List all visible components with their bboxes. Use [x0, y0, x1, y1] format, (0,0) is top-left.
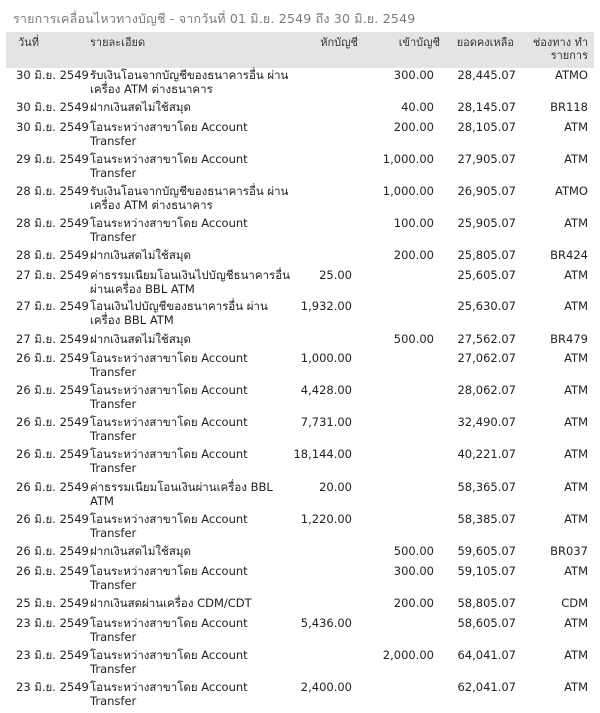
- row-channel: CDM: [561, 596, 588, 610]
- row-balance: 28,062.07: [457, 383, 516, 397]
- row-channel: ATM: [564, 383, 588, 397]
- row-channel: ATMO: [555, 184, 588, 198]
- row-description: โอนระหว่างสาขาโดย Account Transfer: [90, 120, 248, 148]
- row-channel: ATM: [564, 415, 588, 429]
- header-debit: หักบัญชี: [320, 36, 358, 49]
- row-description: โอนเงินไปบัญชีของธนาคารอื่น ผ่าน เครื่อง BBL ATM: [90, 299, 268, 327]
- row-description: ฝากเงินสดไม่ใช้สมุด: [90, 100, 191, 114]
- row-date: 28 มิ.ย. 2549: [16, 216, 89, 230]
- header-description: รายละเอียด: [90, 36, 146, 49]
- row-debit: 5,436.00: [300, 616, 352, 630]
- row-debit: 18,144.00: [293, 447, 352, 461]
- row-credit: 100.00: [393, 216, 434, 230]
- row-credit: 200.00: [393, 248, 434, 262]
- row-date: 26 มิ.ย. 2549: [16, 512, 89, 526]
- row-balance: 25,905.07: [457, 216, 516, 230]
- row-balance: 59,605.07: [457, 544, 516, 558]
- row-balance: 58,805.07: [457, 596, 516, 610]
- row-description: โอนระหว่างสาขาโดย Account Transfer: [90, 415, 248, 443]
- row-description: โอนระหว่างสาขาโดย Account Transfer: [90, 216, 248, 244]
- row-credit: 500.00: [393, 544, 434, 558]
- row-credit: 200.00: [393, 596, 434, 610]
- row-description: โอนระหว่างสาขาโดย Account Transfer: [90, 680, 248, 708]
- row-balance: 64,041.07: [457, 648, 516, 662]
- row-description: ฝากเงินสดไม่ใช้สมุด: [90, 332, 191, 346]
- row-debit: 1,000.00: [300, 351, 352, 365]
- header-date: วันที่: [18, 36, 39, 49]
- row-debit: 1,932.00: [300, 299, 352, 313]
- row-date: 26 มิ.ย. 2549: [16, 415, 89, 429]
- row-balance: 40,221.07: [457, 447, 516, 461]
- row-date: 30 มิ.ย. 2549: [16, 68, 89, 82]
- row-description: รับเงินโอนจากบัญชีของธนาคารอื่น ผ่าน เครื่อง ATM ต่างธนาคาร: [90, 68, 289, 96]
- row-date: 27 มิ.ย. 2549: [16, 299, 89, 313]
- row-debit: 4,428.00: [300, 383, 352, 397]
- row-date: 23 มิ.ย. 2549: [16, 616, 89, 630]
- row-date: 25 มิ.ย. 2549: [16, 596, 89, 610]
- row-channel: ATM: [564, 351, 588, 365]
- row-description: โอนระหว่างสาขาโดย Account Transfer: [90, 648, 248, 676]
- row-date: 26 มิ.ย. 2549: [16, 351, 89, 365]
- row-channel: ATM: [564, 268, 588, 282]
- row-balance: 25,605.07: [457, 268, 516, 282]
- row-channel: ATM: [564, 299, 588, 313]
- row-description: ค่าธรรมเนียมโอนเงินไปบัญชีธนาคารอื่น ผ่านเครื่อง BBL ATM: [90, 268, 290, 296]
- row-date: 26 มิ.ย. 2549: [16, 544, 89, 558]
- row-description: รับเงินโอนจากบัญชีของธนาคารอื่น ผ่าน เครื่อง ATM ต่างธนาคาร: [90, 184, 289, 212]
- row-balance: 26,905.07: [457, 184, 516, 198]
- row-date: 27 มิ.ย. 2549: [16, 332, 89, 346]
- header-credit: เข้าบัญชี: [398, 36, 440, 49]
- row-description: โอนระหว่างสาขาโดย Account Transfer: [90, 152, 248, 180]
- row-credit: 40.00: [401, 100, 434, 114]
- row-channel: BR037: [550, 544, 588, 558]
- row-balance: 32,490.07: [457, 415, 516, 429]
- row-balance: 28,105.07: [457, 120, 516, 134]
- row-credit: 1,000.00: [382, 184, 434, 198]
- row-date: 26 มิ.ย. 2549: [16, 447, 89, 461]
- row-credit: 200.00: [393, 120, 434, 134]
- row-description: โอนระหว่างสาขาโดย Account Transfer: [90, 564, 248, 592]
- row-date: 26 มิ.ย. 2549: [16, 564, 89, 578]
- row-channel: BR118: [550, 100, 588, 114]
- row-balance: 58,385.07: [457, 512, 516, 526]
- row-balance: 62,041.07: [457, 680, 516, 694]
- header-balance: ยอดคงเหลือ: [456, 36, 514, 49]
- row-channel: BR479: [550, 332, 588, 346]
- row-date: 28 มิ.ย. 2549: [16, 248, 89, 262]
- row-date: 23 มิ.ย. 2549: [16, 680, 89, 694]
- row-credit: 2,000.00: [382, 648, 434, 662]
- row-credit: 1,000.00: [382, 152, 434, 166]
- row-balance: 58,365.07: [457, 480, 516, 494]
- row-channel: ATMO: [555, 68, 588, 82]
- row-description: โอนระหว่างสาขาโดย Account Transfer: [90, 447, 248, 475]
- row-description: ฝากเงินสดไม่ใช้สมุด: [90, 248, 191, 262]
- row-description: ฝากเงินสดไม่ใช้สมุด: [90, 544, 191, 558]
- row-description: โอนระหว่างสาขาโดย Account Transfer: [90, 512, 248, 540]
- row-date: 26 มิ.ย. 2549: [16, 383, 89, 397]
- row-balance: 59,105.07: [457, 564, 516, 578]
- row-balance: 27,905.07: [457, 152, 516, 166]
- row-credit: 500.00: [393, 332, 434, 346]
- row-debit: 2,400.00: [300, 680, 352, 694]
- row-channel: ATM: [564, 447, 588, 461]
- row-description: โอนระหว่างสาขาโดย Account Transfer: [90, 616, 248, 644]
- row-date: 26 มิ.ย. 2549: [16, 480, 89, 494]
- row-balance: 25,805.07: [457, 248, 516, 262]
- row-channel: ATM: [564, 680, 588, 694]
- row-debit: 7,731.00: [300, 415, 352, 429]
- row-date: 23 มิ.ย. 2549: [16, 648, 89, 662]
- statement-title: รายการเคลื่อนไหวทางบัญชี - จากวันที่ 01 มิ.ย. 2549 ถึง 30 มิ.ย. 2549: [13, 11, 416, 26]
- row-date: 27 มิ.ย. 2549: [16, 268, 89, 282]
- header-channel: ช่องทาง ทำรายการ: [532, 36, 588, 62]
- row-channel: ATM: [564, 216, 588, 230]
- row-channel: ATM: [564, 512, 588, 526]
- row-description: โอนระหว่างสาขาโดย Account Transfer: [90, 351, 248, 379]
- row-channel: ATM: [564, 152, 588, 166]
- row-balance: 58,605.07: [457, 616, 516, 630]
- row-balance: 27,562.07: [457, 332, 516, 346]
- row-channel: ATM: [564, 564, 588, 578]
- row-debit: 1,220.00: [300, 512, 352, 526]
- row-balance: 25,630.07: [457, 299, 516, 313]
- row-channel: ATM: [564, 616, 588, 630]
- row-balance: 27,062.07: [457, 351, 516, 365]
- row-description: โอนระหว่างสาขาโดย Account Transfer: [90, 383, 248, 411]
- row-description: ฝากเงินสดผ่านเครื่อง CDM/CDT: [90, 596, 252, 610]
- row-balance: 28,145.07: [457, 100, 516, 114]
- row-debit: 25.00: [319, 268, 352, 282]
- row-date: 30 มิ.ย. 2549: [16, 120, 89, 134]
- row-date: 30 มิ.ย. 2549: [16, 100, 89, 114]
- row-credit: 300.00: [393, 564, 434, 578]
- row-balance: 28,445.07: [457, 68, 516, 82]
- row-channel: ATM: [564, 648, 588, 662]
- row-date: 29 มิ.ย. 2549: [16, 152, 89, 166]
- row-channel: ATM: [564, 480, 588, 494]
- row-date: 28 มิ.ย. 2549: [16, 184, 89, 198]
- row-description: ค่าธรรมเนียมโอนเงินผ่านเครื่อง BBL ATM: [90, 480, 273, 508]
- row-channel: BR424: [550, 248, 588, 262]
- row-channel: ATM: [564, 120, 588, 134]
- row-debit: 20.00: [319, 480, 352, 494]
- row-credit: 300.00: [393, 68, 434, 82]
